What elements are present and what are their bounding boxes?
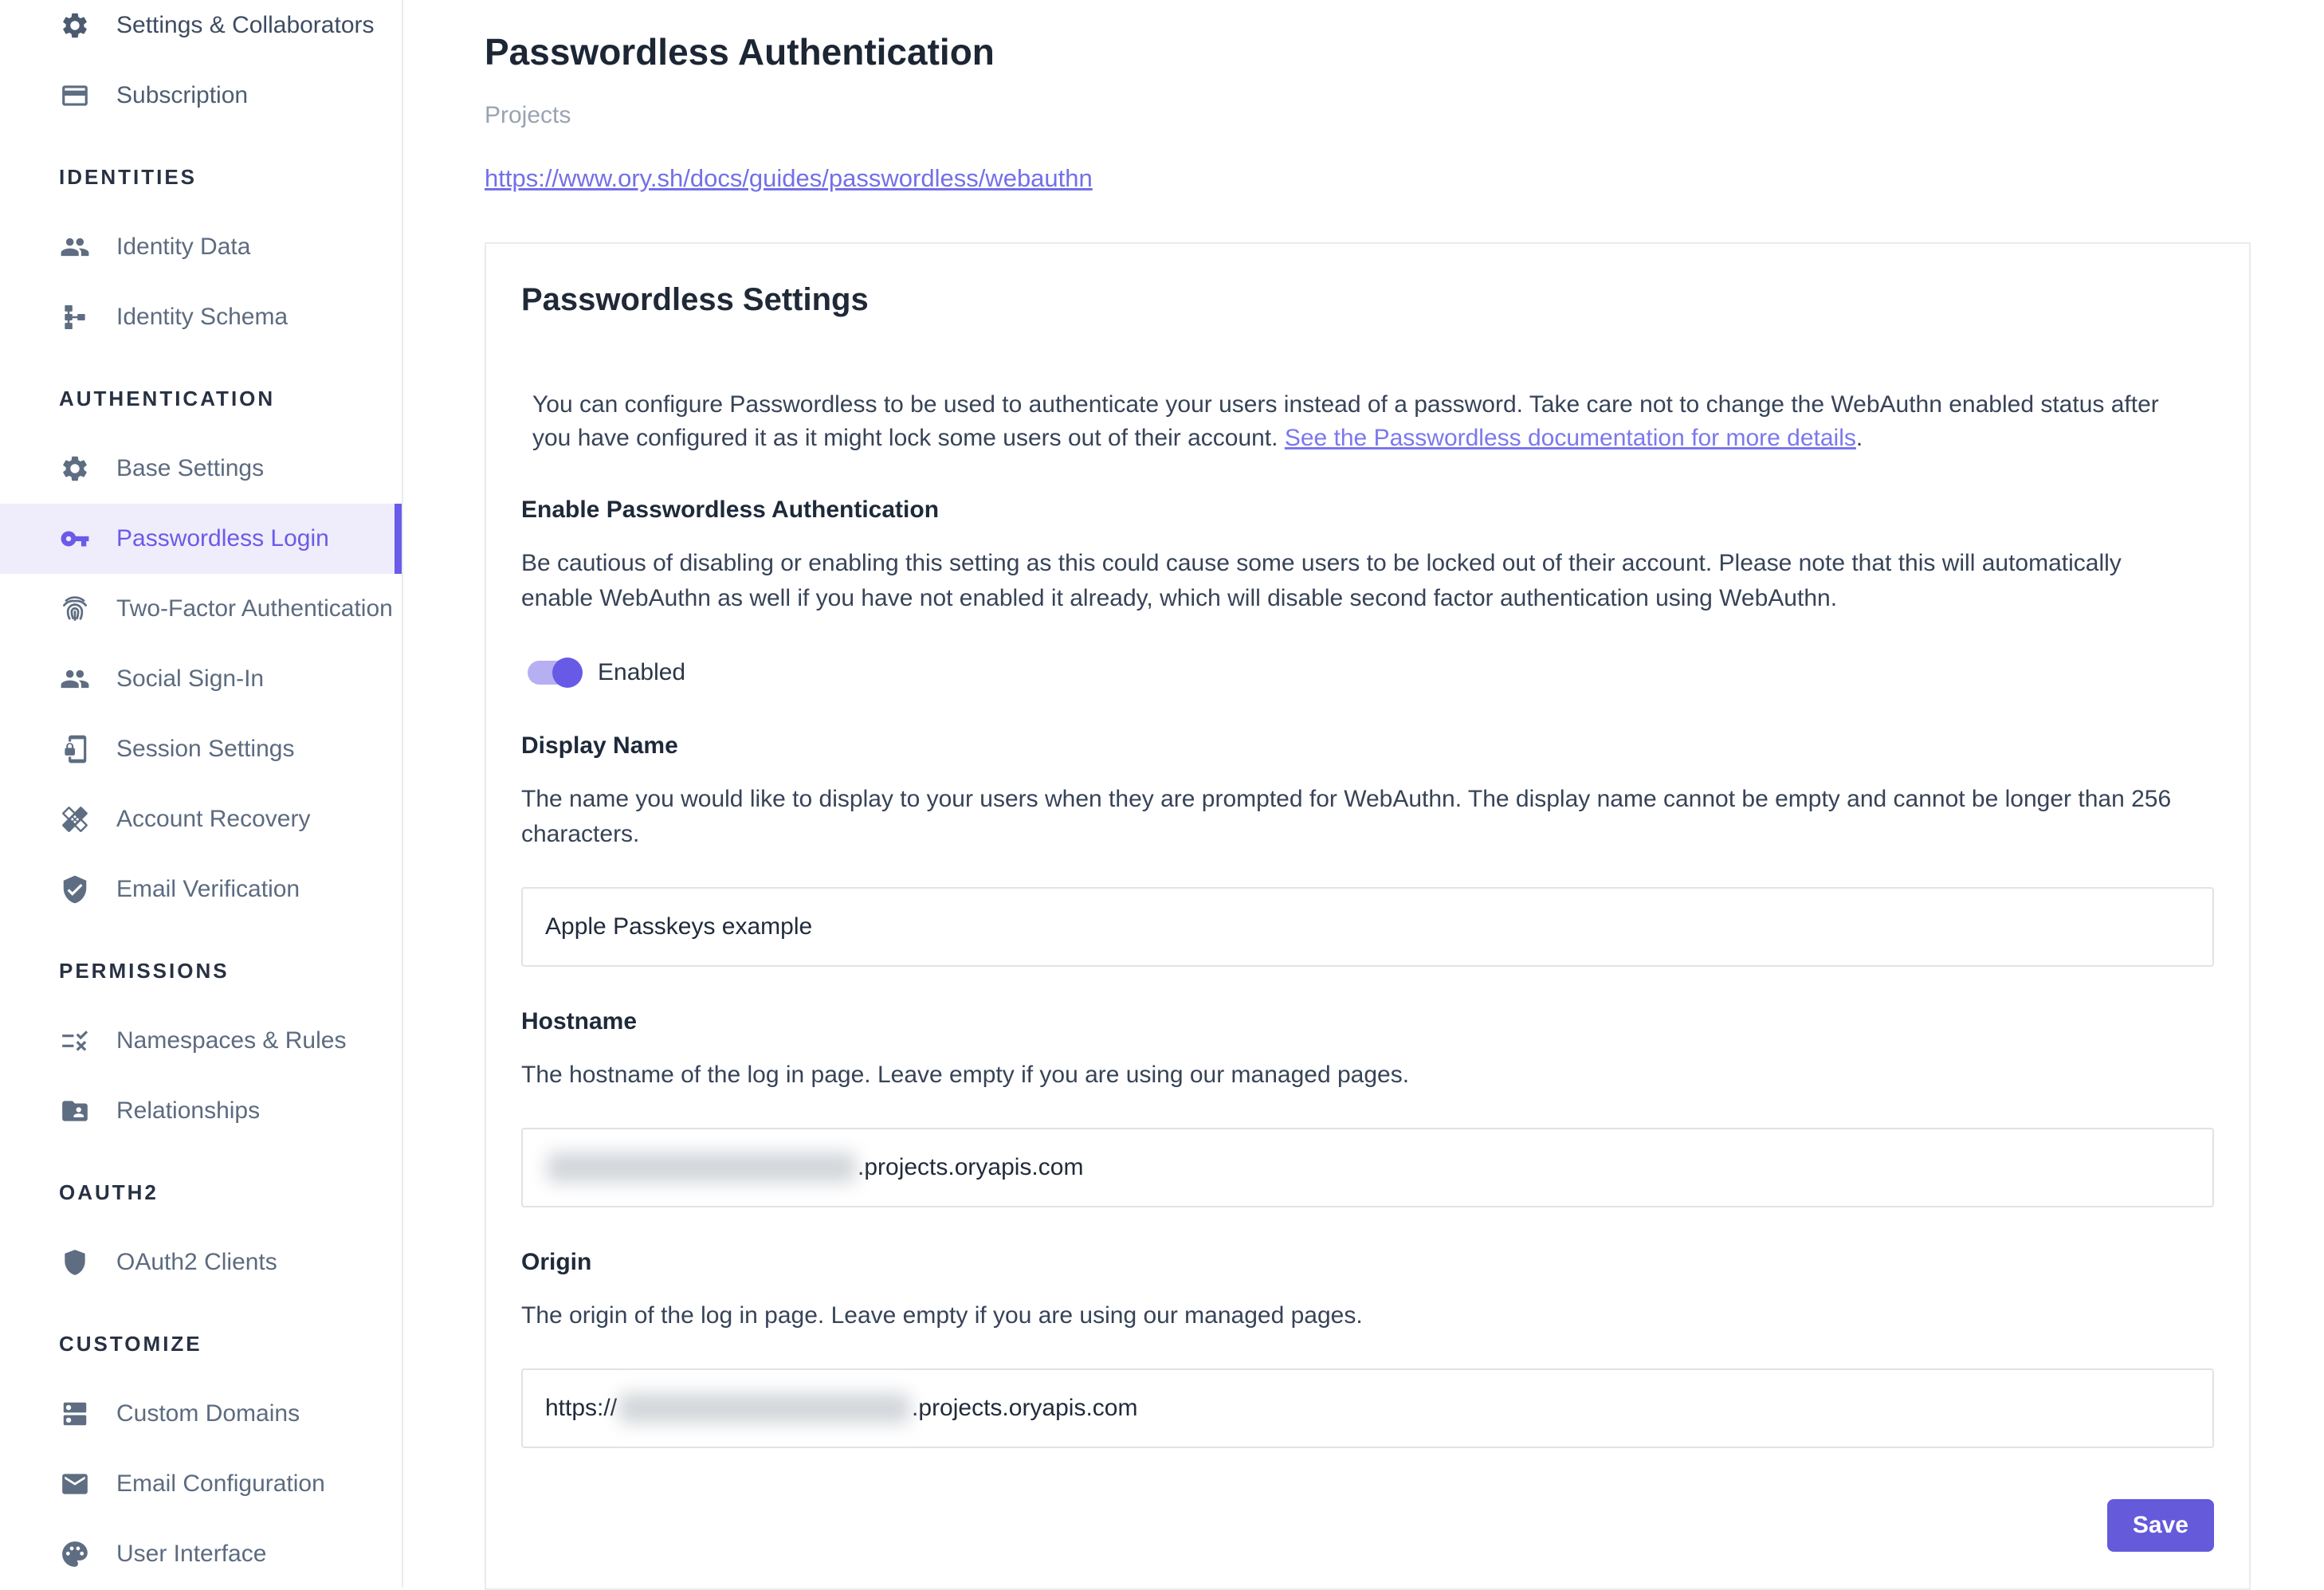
sidebar-item-label: OAuth2 Clients (116, 1249, 277, 1275)
sidebar-item-identity-schema[interactable] (0, 282, 402, 352)
sidebar-item-label: Base Settings (116, 455, 265, 481)
sidebar-item-label: Email Verification (116, 876, 300, 902)
sidebar-item-label: Relationships (116, 1097, 261, 1124)
breadcrumb: Projects (485, 102, 571, 128)
mail-icon (59, 1468, 91, 1500)
enable-passwordless-description: Be cautious of disabling or enabling this setting as this could cause some users to be locked out of their account. Please note that this will automatically enable WebAuthn as well if you have not enabled it already, which will disable second factor authentication using WebAuthn. (521, 550, 2122, 611)
display-name-input[interactable] (521, 887, 2214, 967)
origin-label: Origin (521, 1249, 592, 1275)
sidebar-item-label: Session Settings (116, 736, 295, 762)
gear-icon (59, 10, 91, 41)
origin-description: The origin of the log in page. Leave empty if you are using our managed pages. (521, 1302, 1363, 1329)
sidebar-section-customize: CUSTOMIZE (59, 1331, 202, 1356)
rule-icon (59, 1025, 91, 1057)
sidebar-item-custom-domains[interactable] (0, 1379, 402, 1449)
sidebar (0, 0, 403, 1588)
sidebar-item-label: Namespaces & Rules (116, 1027, 347, 1054)
intro-text: You can configure Passwordless to be used to authenticate your users instead of a password. Take care not to change the WebAuthn enabled status after you have configured it as it might lock some users out of their account. (532, 391, 2159, 451)
display-name-label: Display Name (521, 732, 678, 759)
sidebar-item-settings-collaborators[interactable] (0, 0, 402, 61)
sidebar-item-label: Custom Domains (116, 1400, 300, 1427)
sidebar-item-label: Social Sign-In (116, 665, 265, 692)
shield-check-icon (59, 874, 91, 905)
sidebar-section-oauth2: OAUTH2 (59, 1180, 159, 1204)
redacted-origin-segment (618, 1393, 910, 1423)
sidebar-item-passwordless-login[interactable] (0, 504, 402, 574)
sidebar-item-email-verification[interactable] (0, 854, 402, 925)
sidebar-section-identities: IDENTITIES (59, 164, 198, 189)
sidebar-item-label: Account Recovery (116, 806, 311, 832)
redacted-hostname-segment (547, 1152, 856, 1183)
fingerprint-icon (59, 593, 91, 625)
sidebar-item-user-interface[interactable] (0, 1519, 402, 1588)
palette-icon (59, 1538, 91, 1570)
toggle-knob (552, 658, 583, 688)
sidebar-item-oauth2-clients[interactable] (0, 1227, 402, 1298)
toggle-state-label: Enabled (598, 659, 686, 685)
sidebar-section-permissions: PERMISSIONS (59, 958, 230, 983)
sidebar-item-label: Passwordless Login (116, 525, 329, 552)
sidebar-item-label: Subscription (116, 82, 249, 108)
hostname-label: Hostname (521, 1008, 638, 1034)
hostname-suffix: .projects.oryapis.com (858, 1154, 1084, 1180)
server-icon (59, 1398, 91, 1430)
save-button[interactable]: Save (2107, 1499, 2214, 1552)
key-icon (59, 523, 91, 555)
intro-suffix: . (1855, 425, 1863, 451)
sidebar-item-relationships[interactable] (0, 1076, 402, 1146)
sidebar-item-label: Email Configuration (116, 1470, 325, 1497)
sidebar-item-account-recovery[interactable] (0, 784, 402, 854)
intro-paragraph (532, 388, 2190, 455)
sidebar-item-namespaces-rules[interactable] (0, 1006, 402, 1076)
page-title: Passwordless Authentication (485, 31, 995, 73)
phone-lock-icon (59, 733, 91, 765)
passwordless-toggle[interactable] (528, 661, 574, 685)
origin-suffix: .projects.oryapis.com (912, 1395, 1138, 1421)
enable-toggle-row (528, 659, 2208, 686)
card-title: Passwordless Settings (521, 282, 869, 317)
sidebar-item-session-settings[interactable] (0, 714, 402, 784)
sidebar-item-email-configuration[interactable] (0, 1449, 402, 1519)
sidebar-item-social-sign-in[interactable] (0, 644, 402, 714)
enable-passwordless-label: Enable Passwordless Authentication (521, 497, 940, 523)
passwordless-docs-link[interactable]: See the Passwordless documentation for more details (1284, 425, 1856, 451)
people-icon (59, 663, 91, 695)
sidebar-item-subscription[interactable] (0, 61, 402, 131)
passwordless-settings-card (485, 242, 2251, 1590)
sidebar-item-label: Identity Data (116, 234, 251, 260)
display-name-description: The name you would like to display to your users when they are prompted for WebAuthn. The display name cannot be empty and cannot be longer than 256 characters. (521, 786, 2172, 847)
save-row (521, 1499, 2214, 1552)
sidebar-section-authentication: AUTHENTICATION (59, 386, 276, 410)
sidebar-item-label: User Interface (116, 1541, 267, 1567)
origin-input[interactable] (521, 1368, 2214, 1448)
people-icon (59, 231, 91, 263)
main-content (403, 0, 2324, 1588)
sidebar-item-two-factor-authentication[interactable] (0, 574, 402, 644)
webauthn-docs-link[interactable]: https://www.ory.sh/docs/guides/passwordless/webauthn (485, 164, 1093, 192)
sidebar-item-label: Identity Schema (116, 304, 289, 330)
folder-user-icon (59, 1095, 91, 1127)
sidebar-item-label: Two-Factor Authentication (116, 595, 393, 622)
schema-icon (59, 301, 91, 333)
hostname-input[interactable] (521, 1128, 2214, 1207)
shield-icon (59, 1246, 91, 1278)
origin-prefix: https:// (545, 1395, 618, 1421)
sidebar-item-identity-data[interactable] (0, 212, 402, 282)
credit-card-icon (59, 80, 91, 112)
gear-icon (59, 453, 91, 485)
sidebar-item-label: Settings & Collaborators (116, 12, 375, 38)
healing-icon (59, 803, 91, 835)
sidebar-item-base-settings[interactable] (0, 434, 402, 504)
display-name-value: Apple Passkeys example (545, 913, 813, 940)
hostname-description: The hostname of the log in page. Leave empty if you are using our managed pages. (521, 1062, 1410, 1088)
